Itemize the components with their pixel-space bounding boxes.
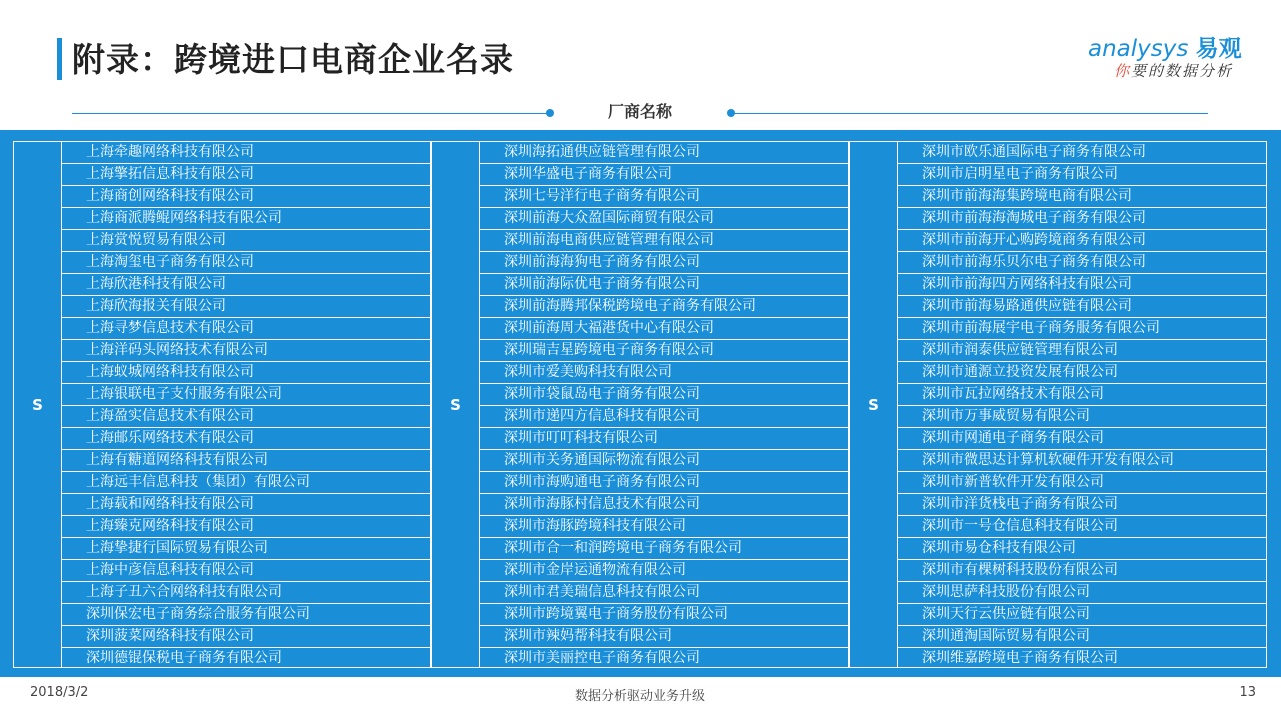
company-row: 深圳市洋货栈电子商务有限公司 [898,494,1266,516]
company-row: 上海赏悦贸易有限公司 [62,230,430,252]
company-row: 上海臻克网络科技有限公司 [62,516,430,538]
company-row: 深圳市启明星电子商务有限公司 [898,164,1266,186]
analysys-logo [1088,30,1258,85]
logo-slogan [1114,60,1233,81]
company-group-3 [849,141,1267,668]
company-row: 深圳保宏电子商务综合服务有限公司 [62,604,430,626]
company-row: 上海邮乐网络技术有限公司 [62,428,430,450]
company-row: 深圳市海豚村信息技术有限公司 [480,494,848,516]
company-list [62,142,430,667]
company-row: 深圳市跨境翼电子商务股份有限公司 [480,604,848,626]
company-row: 深圳市爱美购科技有限公司 [480,362,848,384]
company-row: 深圳市前海海淘城电子商务有限公司 [898,208,1266,230]
company-row: 上海欣港科技有限公司 [62,274,430,296]
company-row: 上海擎拓信息科技有限公司 [62,164,430,186]
company-row: 深圳市前海乐贝尔电子商务有限公司 [898,252,1266,274]
company-row: 深圳市辣妈帮科技有限公司 [480,626,848,648]
company-row: 深圳七号洋行电子商务有限公司 [480,186,848,208]
header-line-left [72,113,550,114]
company-row: 上海中彦信息科技有限公司 [62,560,430,582]
company-row: 深圳前海周大福港货中心有限公司 [480,318,848,340]
company-row: 深圳华盛电子商务有限公司 [480,164,848,186]
footer-date: 2018/3/2 [30,685,89,700]
company-row: 上海寻梦信息技术有限公司 [62,318,430,340]
company-row: 深圳前海大众盈国际商贸有限公司 [480,208,848,230]
company-row: 深圳市海豚跨境科技有限公司 [480,516,848,538]
company-row: 深圳维嘉跨境电子商务有限公司 [922,650,1118,666]
footer-tagline: 数据分析驱动业务升级 [574,689,705,704]
company-row: 上海牵趣网络科技有限公司 [62,142,430,164]
company-row: 深圳市叮叮科技有限公司 [480,428,848,450]
company-row: 上海银联电子支付服务有限公司 [62,384,430,406]
company-row: 上海远丰信息科技（集团）有限公司 [62,472,430,494]
company-row: 深圳天行云供应链有限公司 [898,604,1266,626]
company-row: 深圳市君美瑞信息科技有限公司 [480,582,848,604]
company-row: 深圳市前海四方网络科技有限公司 [898,274,1266,296]
company-row: 上海子丑六合网络科技有限公司 [62,582,430,604]
logo-slogan-rest: 要的数据分析 [1131,62,1234,80]
page-number: 13 [1239,685,1256,700]
title-accent-bar [57,38,62,80]
company-row: 上海载和网络科技有限公司 [62,494,430,516]
company-row: 深圳瑞吉星跨境电子商务有限公司 [480,340,848,362]
company-group-1 [13,141,431,668]
company-row: 上海淘玺电子商务有限公司 [62,252,430,274]
company-row: 深圳市欧乐通国际电子商务有限公司 [898,142,1266,164]
group-letter: S [432,142,480,667]
company-row: 深圳德锟保税电子商务有限公司 [86,650,282,666]
company-row: 上海蚁城网络科技有限公司 [62,362,430,384]
company-row: 深圳市易仓科技有限公司 [898,538,1266,560]
header-dot-left [546,109,554,117]
company-row: 深圳市递四方信息科技有限公司 [480,406,848,428]
company-row: 深圳市润泰供应链管理有限公司 [898,340,1266,362]
company-row: 深圳前海腾邦保税跨境电子商务有限公司 [480,296,848,318]
company-row: 深圳市前海海集跨境电商有限公司 [898,186,1266,208]
company-row: 深圳市微思达计算机软硬件开发有限公司 [898,450,1266,472]
company-row: 深圳菠菜网络科技有限公司 [62,626,430,648]
company-row: 深圳海拓通供应链管理有限公司 [480,142,848,164]
page-title: 附录：跨境进口电商企业名录 [72,40,514,79]
company-row: 深圳前海电商供应链管理有限公司 [480,230,848,252]
company-row: 深圳市海购通电子商务有限公司 [480,472,848,494]
company-row: 深圳市有棵树科技股份有限公司 [898,560,1266,582]
logo-slogan-red: 你 [1114,62,1132,80]
company-row: 深圳市瓦拉网络技术有限公司 [898,384,1266,406]
company-row: 深圳市金岸运通物流有限公司 [480,560,848,582]
company-list [480,142,848,667]
company-row: 深圳市前海展宇电子商务服务有限公司 [898,318,1266,340]
company-row: 深圳市合一和润跨境电子商务有限公司 [480,538,848,560]
group-letter: S [850,142,898,667]
company-row: 上海有糖道网络科技有限公司 [62,450,430,472]
company-row: 上海商创网络科技有限公司 [62,186,430,208]
header-line-right [733,113,1208,114]
logo-brand [1088,30,1242,63]
company-row: 深圳通淘国际贸易有限公司 [898,626,1266,648]
company-row: 上海商派腾鲲网络科技有限公司 [62,208,430,230]
logo-brand-en: analysys [1088,36,1189,62]
company-row: 深圳前海际优电子商务有限公司 [480,274,848,296]
company-row: 深圳前海海狗电子商务有限公司 [480,252,848,274]
company-row: 上海洋码头网络技术有限公司 [62,340,430,362]
company-row: 深圳市袋鼠岛电子商务有限公司 [480,384,848,406]
column-header: 厂商名称 [607,102,672,121]
company-row: 深圳市通源立投资发展有限公司 [898,362,1266,384]
company-list [898,142,1266,667]
company-row: 深圳思萨科技股份有限公司 [898,582,1266,604]
logo-brand-cn: 易观 [1195,36,1242,62]
company-row: 深圳市前海易路通供应链有限公司 [898,296,1266,318]
company-row: 上海欣海报关有限公司 [62,296,430,318]
company-row: 深圳市网通电子商务有限公司 [898,428,1266,450]
company-group-2 [431,141,849,668]
company-row: 上海挚捷行国际贸易有限公司 [62,538,430,560]
group-letter: S [14,142,62,667]
company-row: 深圳市前海开心购跨境商务有限公司 [898,230,1266,252]
company-row: 深圳市新普软件开发有限公司 [898,472,1266,494]
company-row: 深圳市一号仓信息科技有限公司 [898,516,1266,538]
company-row: 上海盈实信息技术有限公司 [62,406,430,428]
company-row: 深圳市关务通国际物流有限公司 [480,450,848,472]
company-row: 深圳市万事威贸易有限公司 [898,406,1266,428]
company-row: 深圳市美丽控电子商务有限公司 [504,650,700,666]
